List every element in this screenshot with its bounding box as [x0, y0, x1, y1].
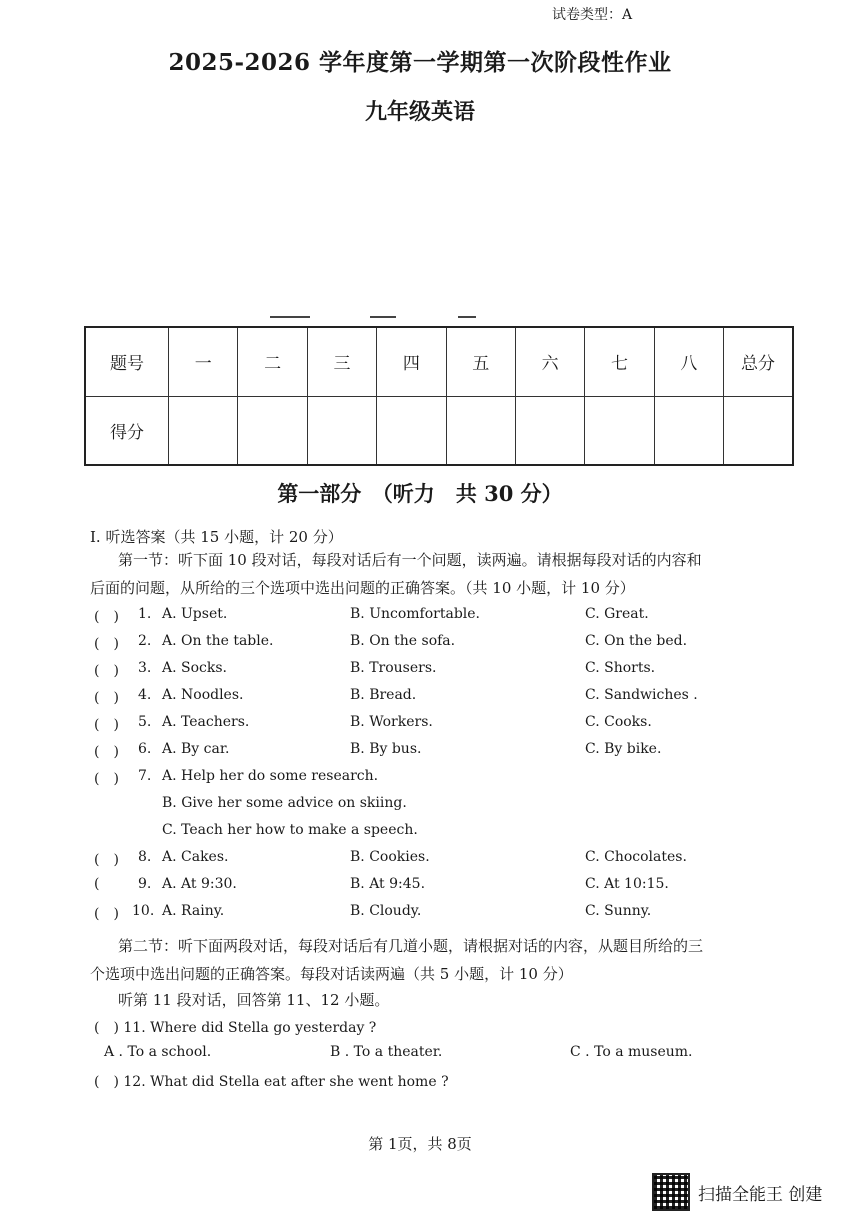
- option-a: A. Upset.: [162, 606, 228, 622]
- option-b: B. By bus.: [350, 741, 422, 757]
- option-c: C . To a museum.: [570, 1044, 693, 1060]
- question-row: [0, 606, 867, 633]
- option-b: B. Workers.: [350, 714, 433, 730]
- answer-bracket[interactable]: ( ): [94, 717, 119, 733]
- question-number: 1.: [138, 606, 152, 622]
- question-row: [0, 849, 867, 876]
- option-c: C. Teach her how to make a speech.: [162, 822, 418, 838]
- option-c: C. Shorts.: [585, 660, 656, 676]
- question-row-continued: [0, 822, 867, 849]
- option-a: A. Help her do some research.: [162, 768, 379, 784]
- question-row: [0, 903, 867, 930]
- question-row: [0, 876, 867, 903]
- scanner-watermark: [652, 1173, 822, 1211]
- part-heading: 第一部分 （听力 共 30 分）: [277, 481, 563, 506]
- answer-bracket[interactable]: ( ): [94, 636, 119, 652]
- option-b: B. On the sofa.: [350, 633, 456, 649]
- option-b: B. Trousers.: [350, 660, 437, 676]
- option-b: B . To a theater.: [330, 1044, 443, 1060]
- option-c: C. At 10:15.: [585, 876, 669, 892]
- score-cell: 四: [377, 327, 446, 396]
- score-table: [84, 326, 794, 466]
- option-a: A. On the table.: [162, 633, 274, 649]
- option-a: A. By car.: [162, 741, 230, 757]
- score-cell: 五: [446, 327, 515, 396]
- option-c: C. Cooks.: [585, 714, 652, 730]
- score-entry[interactable]: [169, 396, 238, 465]
- option-c: C. By bike.: [585, 741, 662, 757]
- answer-bracket[interactable]: ( ): [94, 744, 119, 760]
- answer-bracket[interactable]: ( ): [94, 906, 119, 922]
- answer-bracket[interactable]: ( ): [94, 663, 119, 679]
- score-entry[interactable]: [724, 396, 794, 465]
- option-a: A. Socks.: [162, 660, 227, 676]
- score-cell: 二: [238, 327, 307, 396]
- score-entry[interactable]: [654, 396, 723, 465]
- answer-bracket[interactable]: ( ): [94, 690, 119, 706]
- question-row: [0, 741, 867, 768]
- option-c: C. On the bed.: [585, 633, 688, 649]
- faint-marks: [270, 316, 480, 319]
- score-entry[interactable]: [377, 396, 446, 465]
- paper-type-label: 试卷类型：A: [552, 7, 633, 23]
- answer-bracket[interactable]: ( ): [94, 609, 119, 625]
- answer-bracket[interactable]: ( ): [94, 771, 119, 787]
- dialog-11-intro: 听第 11 段对话，回答第 11、12 小题。: [118, 991, 390, 1009]
- score-cell: 题号: [85, 327, 169, 396]
- question-row: [0, 687, 867, 714]
- score-table-header-row: [85, 327, 793, 396]
- question-row: [0, 768, 867, 795]
- score-cell: 得分: [85, 396, 169, 465]
- question-row: [0, 633, 867, 660]
- qr-code-icon: [652, 1173, 690, 1211]
- score-table-score-row: [85, 396, 793, 465]
- question-number: 5.: [138, 714, 152, 730]
- option-c: C. Great.: [585, 606, 649, 622]
- question-11-options: [0, 1044, 867, 1071]
- option-a: A. At 9:30.: [162, 876, 237, 892]
- score-entry[interactable]: [307, 396, 376, 465]
- exam-subtitle: 九年级英语: [364, 99, 475, 125]
- option-c: C. Sunny.: [585, 903, 652, 919]
- option-c: C. Chocolates.: [585, 849, 687, 865]
- option-a: A. Rainy.: [162, 903, 225, 919]
- score-cell: 一: [169, 327, 238, 396]
- option-b: B. Give her some advice on skiing.: [162, 795, 407, 811]
- score-entry[interactable]: [446, 396, 515, 465]
- question-number: 6.: [138, 741, 152, 757]
- option-a: A. Teachers.: [162, 714, 250, 730]
- option-b: B. Bread.: [350, 687, 417, 703]
- option-a: A . To a school.: [104, 1044, 212, 1060]
- question-number: 4.: [138, 687, 152, 703]
- option-b: B. Cookies.: [350, 849, 430, 865]
- option-a: A. Cakes.: [162, 849, 229, 865]
- option-b: B. At 9:45.: [350, 876, 426, 892]
- score-cell: 七: [585, 327, 654, 396]
- score-cell: 总分: [724, 327, 794, 396]
- question-row: [0, 660, 867, 687]
- answer-bracket[interactable]: (: [94, 876, 100, 892]
- question-number: 2.: [138, 633, 152, 649]
- question-11-stem: ( ) 11. Where did Stella go yesterday ?: [94, 1020, 377, 1036]
- score-cell: 三: [307, 327, 376, 396]
- question-row-continued: [0, 795, 867, 822]
- option-b: B. Cloudy.: [350, 903, 422, 919]
- score-entry[interactable]: [515, 396, 584, 465]
- question-12-stem: ( ) 12. What did Stella eat after she went home ?: [94, 1074, 449, 1090]
- sub1-instruction-line2: 后面的问题，从所给的三个选项中选出问题的正确答案。（共 10 小题，计 10 分）: [90, 579, 635, 597]
- score-entry[interactable]: [585, 396, 654, 465]
- option-a: A. Noodles.: [162, 687, 244, 703]
- option-b: B. Uncomfortable.: [350, 606, 480, 622]
- score-cell: 六: [515, 327, 584, 396]
- question-list-1: [0, 606, 867, 930]
- question-number: 10.: [132, 903, 155, 919]
- question-number: 8.: [138, 849, 152, 865]
- section-title: Ⅰ. 听选答案（共 15 小题，计 20 分）: [90, 528, 343, 546]
- question-number: 9.: [138, 876, 152, 892]
- answer-bracket[interactable]: ( ): [94, 852, 119, 868]
- sub2-instruction-line2: 个选项中选出问题的正确答案。每段对话读两遍（共 5 小题，计 10 分）: [90, 965, 573, 983]
- sub2-instruction-line1: 第二节：听下面两段对话，每段对话后有几道小题，请根据对话的内容，从题目所给的三: [118, 937, 704, 955]
- question-row: [0, 714, 867, 741]
- score-entry[interactable]: [238, 396, 307, 465]
- score-cell: 八: [654, 327, 723, 396]
- question-number: 3.: [138, 660, 152, 676]
- option-c: C. Sandwiches .: [585, 687, 698, 703]
- exam-title: 2025-2026 学年度第一学期第一次阶段性作业: [168, 49, 672, 76]
- sub1-instruction-line1: 第一节：听下面 10 段对话，每段对话后有一个问题，读两遍。请根据每段对话的内容和: [118, 551, 702, 569]
- scanner-label: 扫描全能王 创建: [698, 1184, 823, 1205]
- page-number: 第 1页，共 8页: [368, 1135, 472, 1153]
- question-number: 7.: [138, 768, 152, 784]
